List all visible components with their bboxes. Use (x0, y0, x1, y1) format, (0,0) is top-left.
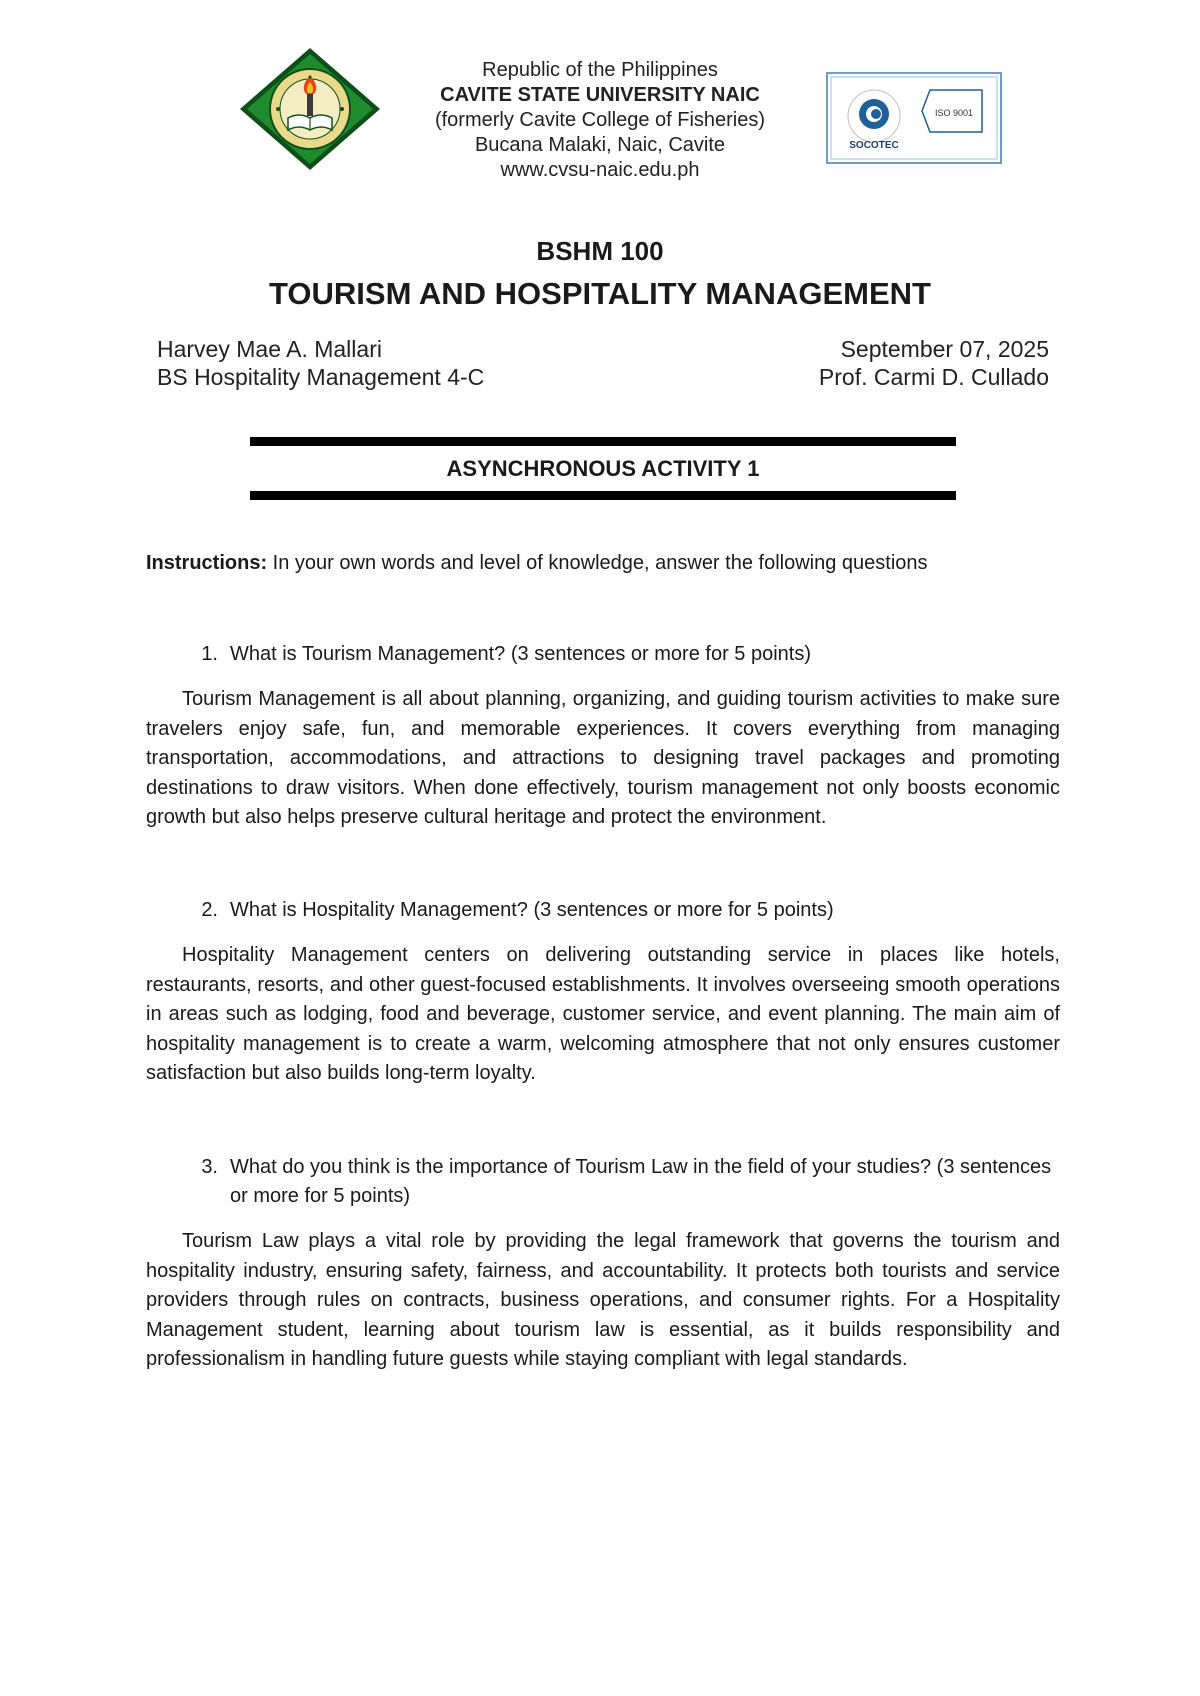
question-number: 2. (201, 899, 218, 921)
country-line: Republic of the Philippines (482, 59, 718, 81)
university-seal-logo (238, 46, 382, 172)
former-name: (formerly Cavite College of Fisheries) (434, 109, 766, 131)
instructions-label: Instructions: (146, 552, 268, 574)
university-name: CAVITE STATE UNIVERSITY NAIC (440, 84, 760, 106)
instructions-text: In your own words and level of knowledge, answer the following questions (267, 552, 928, 574)
professor-name: Prof. Carmi D. Cullado (818, 364, 1049, 390)
iso-certification-logo (826, 72, 1002, 164)
question-2 (146, 896, 1061, 925)
question-text: What is Hospitality Management? (3 sentences or more for 5 points) (230, 899, 834, 921)
student-info (157, 335, 484, 391)
question-number: 3. (201, 1156, 218, 1178)
course-code: BSHM 100 (536, 236, 664, 266)
question-number: 1. (201, 643, 218, 665)
activity-title: ASYNCHRONOUS ACTIVITY 1 (446, 456, 760, 481)
top-divider (250, 437, 956, 446)
question-text: What is Tourism Management? (3 sentences or more for 5 points) (230, 643, 811, 665)
svg-text:ISO 9001: ISO 9001 (934, 108, 974, 118)
question-text: What do you think is the importance of Tourism Law in the field of your studies? (3 sentences or more for 5 points) (230, 1156, 1052, 1207)
instructions (146, 552, 1066, 575)
bottom-divider (250, 491, 956, 500)
answer-3: Tourism Law plays a vital role by providing the legal framework that governs the tourism and hospitality industry, ensuring safety, fairness, and accountability. It protects both tourists and service providers through rules on contracts, business operations, and consumer rights. For a Hospitality Management student, learning about tourism law is essential, as it builds responsibility and professionalism in handling future guests while staying compliant with legal standards. (146, 1230, 1060, 1370)
submission-info (819, 335, 1049, 391)
svg-text:SOCOTEC: SOCOTEC (849, 140, 899, 151)
answer-2: Hospitality Management centers on delivering outstanding service in places like hotels, restaurants, resorts, and other guest-focused establishments. It involves overseeing smooth operations in areas such as lodging, food and beverage, customer service, and event planning. The main aim of hospitality management is to create a warm, welcoming atmosphere that not only ensures customer satisfaction but also builds long-term loyalty. (146, 944, 1060, 1084)
question-3 (146, 1153, 1061, 1211)
answer-1: Tourism Management is all about planning, organizing, and guiding tourism activities to make sure travelers enjoy safe, fun, and memorable experiences. It covers everything from managing transportation, accommodations, and attractions to designing travel packages and promoting destinations to draw visitors. When done effectively, tourism management not only boosts economic growth but also helps preserve cultural heritage and protect the environment. (146, 688, 1060, 828)
submission-date: September 07, 2025 (840, 336, 1049, 362)
university-address: Bucana Malaki, Naic, Cavite (474, 134, 726, 156)
university-header (400, 58, 800, 183)
university-website[interactable]: www.cvsu-naic.edu.ph (500, 159, 700, 181)
student-name: Harvey Mae A. Mallari (157, 336, 382, 362)
student-program: BS Hospitality Management 4-C (157, 364, 485, 390)
course-title: TOURISM AND HOSPITALITY MANAGEMENT (269, 276, 931, 311)
question-1 (146, 640, 1061, 669)
